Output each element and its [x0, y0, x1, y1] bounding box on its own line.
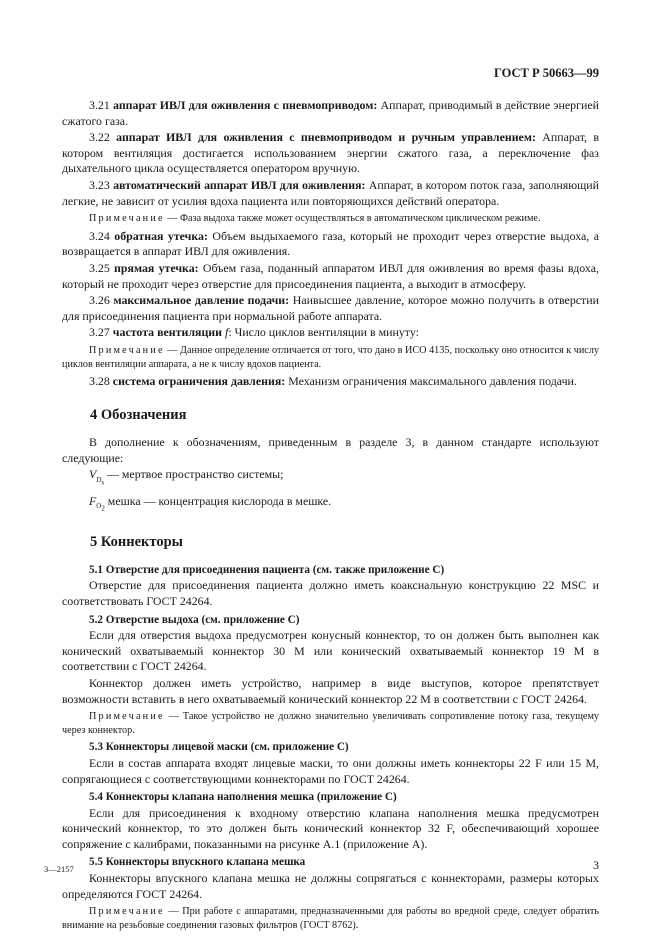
def-number: 3.23 [89, 177, 110, 192]
subsection-5-1-text: Отверстие для присоединения пациента должно иметь коаксиальную конструкцию 22 MSC и соответствовать ГОСТ 24264. [62, 578, 599, 608]
section-4-heading: 4 Обозначения [90, 406, 187, 423]
subsection-5-5-text: Коннекторы впускного клапана мешка не должны сопрягаться с коннекторами, размеры которых определяются ГОСТ 24264. [62, 871, 599, 901]
symbol-oxygen [62, 494, 599, 517]
note-text: — Данное определение отличается от того, что дано в ИСО 4135, поскольку оно относится к числу циклов вентиляции аппарата, а не к числу вдохов пациента. [62, 344, 599, 370]
def-text: Объем газа, поданный аппаратом ИВЛ для оживления во время фазы вдоха, который не проходит через отверстие для присоединения пациента, а выходит в атмосферу. [62, 260, 599, 291]
note-3-27 [62, 344, 599, 371]
note-text: — Такое устройство не должно значительно увеличивать сопротивление потоку газа, текущему через коннектор. [62, 711, 599, 736]
def-term: система ограничения давления: [112, 374, 286, 389]
definition-3-21 [62, 98, 599, 129]
def-term: аппарат ИВЛ для оживления с пневмоприводом: [113, 98, 378, 112]
note-text: — Фаза выдоха также может осуществляться в автоматическом циклическом режиме. [164, 213, 541, 225]
symbol-subsubscript: s [101, 478, 105, 487]
subsection-5-2-title: 5.2 Отверстие выдоха (см. приложение С) [89, 613, 300, 626]
print-code: 3—2157 [44, 864, 74, 874]
def-text: Механизм ограничения максимального давления подачи. [285, 374, 577, 389]
def-number: 3.22 [89, 130, 110, 145]
def-number: 3.24 [89, 228, 110, 243]
note-label: Примечание [89, 711, 165, 723]
def-term: частота вентиляции [112, 325, 223, 340]
subsection-5-1-title: 5.1 Отверстие для присоединения пациента (см. также приложение С) [89, 563, 445, 576]
definition-3-28 [62, 374, 599, 390]
def-term: обратная утечка: [114, 228, 208, 243]
symbol-subscript: O [96, 502, 102, 511]
def-text: Наивысшее давление, которое можно получить в отверстии для присоединения пациента при нормальной работе аппарата. [62, 293, 599, 323]
definition-3-22 [62, 130, 599, 177]
note-5-5 [62, 905, 599, 932]
note-label: Примечание [89, 344, 165, 356]
subsection-5-2-text-2: Коннектор должен иметь устройство, например в виде выступов, которое препятствует возможности вставить в него охватываемый конический коннектор 22 М в соответствии с ГОСТ 24264. [62, 675, 599, 706]
def-term: прямая утечка: [114, 260, 199, 275]
symbol-text: — мертвое пространство системы; [104, 467, 284, 482]
symbol-subsubscript: 2 [101, 504, 105, 513]
note-text: — При работе с аппаратами, предназначенными для работы во вредной среде, следует обратить внимание на резьбовые соединения газовых фильтров (ГОСТ 8762). [62, 906, 599, 931]
def-text: Аппарат, в котором вентиляция достигается использованием энергии сжатого газа, а переключение фаз дыхательного цикла осуществляется оператором вручную. [62, 130, 599, 176]
section-5-heading: 5 Коннекторы [90, 534, 183, 551]
definition-3-26 [62, 293, 599, 324]
def-text: Объем выдыхаемого газа, который не проходит через отверстие выдоха, а возвращается в аппарат ИВЛ для оживления. [62, 228, 599, 259]
def-symbol: f [225, 325, 229, 340]
def-number: 3.26 [89, 293, 110, 308]
definition-3-24 [62, 229, 599, 260]
def-number: 3.25 [89, 260, 110, 275]
subsection-5-2-text-1: Если для отверстия выдоха предусмотрен конусный коннектор, то он должен быть выполнен как конический охватываемый коннектор 30 М или конический охватываемый коннектор 19 М в соответствии с ГОСТ 24264. [62, 628, 599, 674]
subsection-5-3-text: Если в состав аппарата входят лицевые маски, то они должны иметь коннекторы 22 F или 15 М, сопрягающиеся с соответствующими коннекторами по ГОСТ 24264. [62, 755, 599, 786]
symbol-dead-space [62, 467, 599, 490]
definition-3-25 [62, 261, 599, 292]
def-term: аппарат ИВЛ для оживления с пневмоприводом и ручным управлением: [116, 130, 536, 145]
page-body [62, 98, 599, 935]
def-text: : Число циклов вентиляции в минуту: [228, 325, 419, 340]
def-term: автоматический аппарат ИВЛ для оживления: [113, 177, 366, 192]
def-text: Аппарат, приводимый в действие энергией сжатого газа. [62, 98, 599, 128]
symbol-subscript: D [96, 475, 102, 484]
subsection-5-5-title: 5.5 Коннекторы впускного клапана мешка [89, 856, 306, 869]
document-code: ГОСТ Р 50663—99 [493, 66, 599, 80]
note-3-23 [62, 212, 599, 226]
page-number: 3 [593, 858, 599, 872]
def-text: Аппарат, в котором поток газа, заполняющий легкие, не зависит от усилия вдоха пациента или повторяющихся действий оператора. [62, 177, 599, 208]
def-number: 3.21 [89, 98, 110, 112]
subsection-5-4-title: 5.4 Коннекторы клапана наполнения мешка (приложение С) [89, 791, 397, 804]
def-number: 3.28 [89, 374, 110, 389]
note-label: Примечание [89, 213, 165, 225]
subsection-5-4-text: Если для присоединения к входному отверстию клапана наполнения мешка предусмотрен конический коннектор, то это должен быть конический коннектор 32 F, обеспечивающий хорошее сопряжение с калибрами, показанными на рисунке А.1 (приложение А). [62, 805, 599, 851]
note-5-2 [62, 710, 599, 737]
subsection-5-3-title: 5.3 Коннекторы лицевой маски (см. приложение С) [89, 741, 349, 754]
symbol-letter: F [89, 493, 97, 508]
definition-3-23 [62, 178, 599, 209]
note-label: Примечание [89, 906, 165, 918]
symbol-letter: V [89, 467, 97, 482]
def-term: максимальное давление подачи: [113, 293, 290, 308]
def-number: 3.27 [89, 325, 110, 340]
definition-3-27 [62, 325, 599, 341]
section-4-intro: В дополнение к обозначениям, приведенным в разделе 3, в данном стандарте используют следующие: [62, 435, 599, 465]
symbol-text: мешка — концентрация кислорода в мешке. [104, 493, 332, 508]
